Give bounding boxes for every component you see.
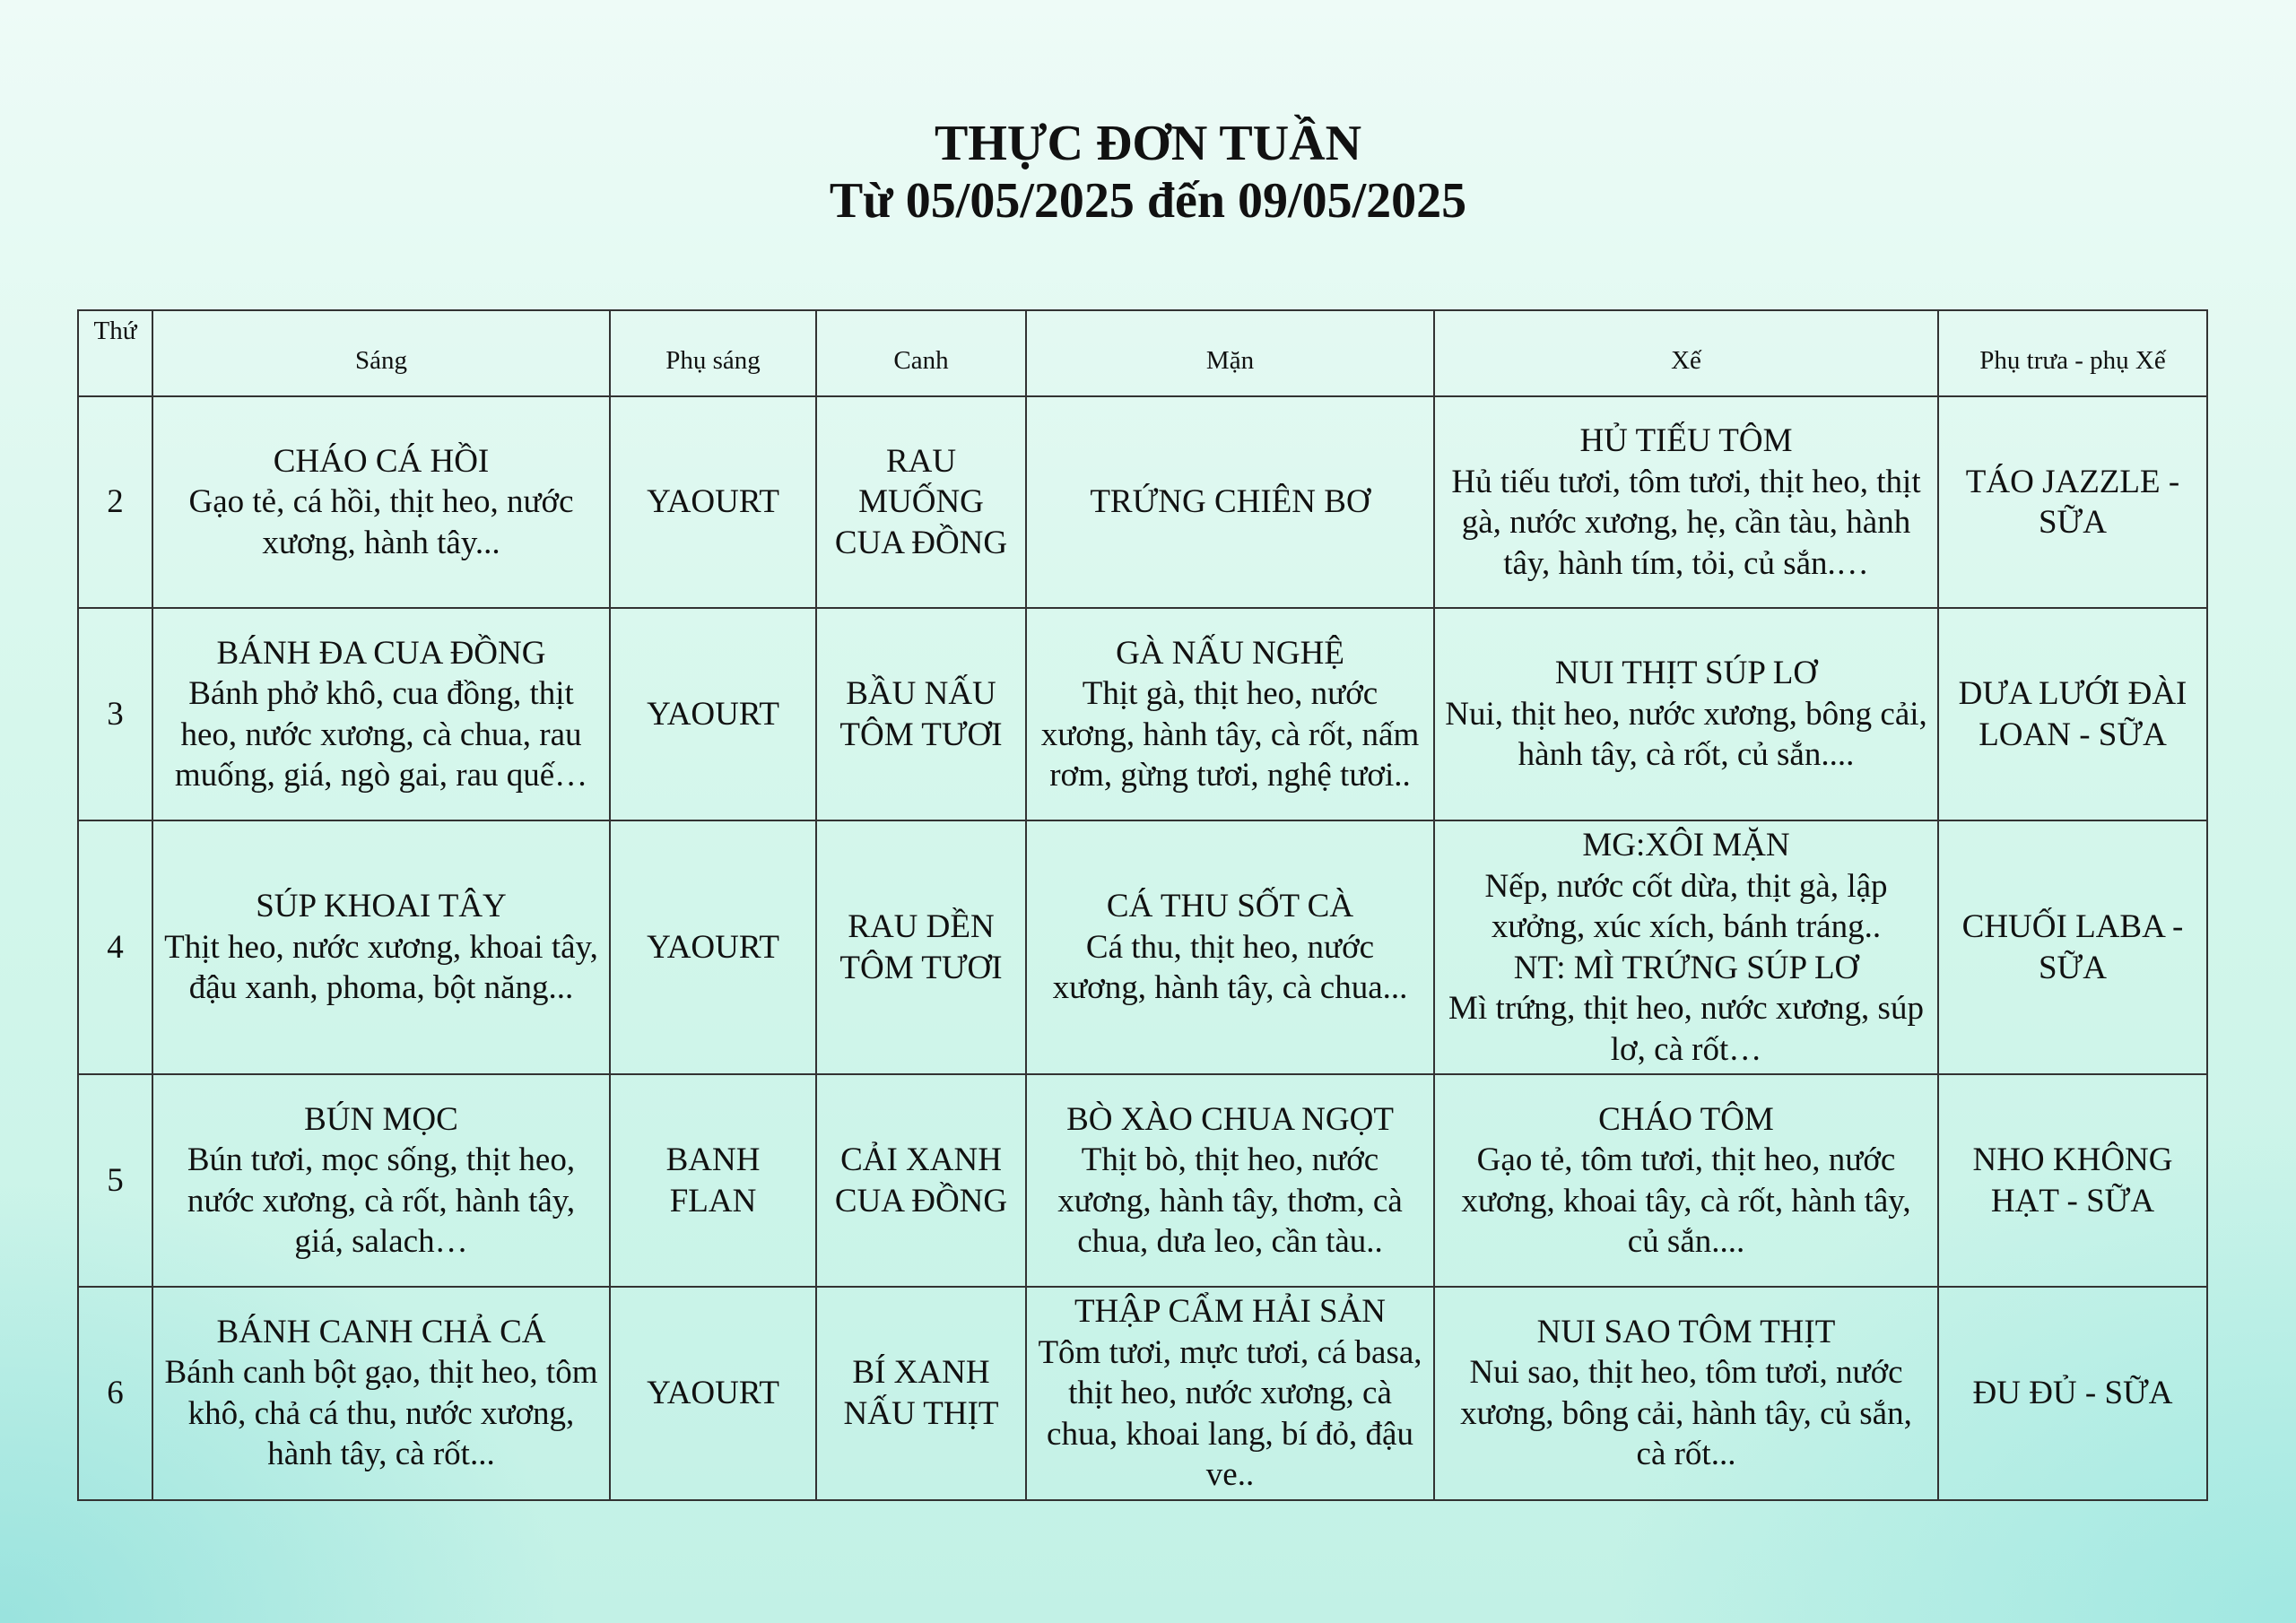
dish-name: SÚP KHOAI TÂY bbox=[256, 888, 507, 925]
man-cell bbox=[1026, 1074, 1434, 1287]
table-row bbox=[78, 1074, 2207, 1287]
header-phu-sang: Phụ sáng bbox=[610, 310, 816, 396]
table-row bbox=[78, 608, 2207, 820]
dish-name: THẬP CẨM HẢI SẢN bbox=[1074, 1293, 1387, 1330]
canh-cell: BÍ XANH NẤU THỊT bbox=[816, 1287, 1026, 1500]
sang-cell bbox=[152, 396, 610, 608]
xe-cell bbox=[1434, 820, 1938, 1074]
title-block bbox=[0, 115, 2296, 230]
dish-name: CHÁO CÁ HỒI bbox=[273, 442, 490, 480]
dish-ingredients: Nui, thịt heo, nước xương, bông cải, hành tây, cà rốt, củ sắn.... bbox=[1445, 695, 1927, 774]
sang-cell bbox=[152, 1074, 610, 1287]
canh-cell: CẢI XANH CUA ĐỒNG bbox=[816, 1074, 1026, 1287]
canh-cell: RAU DỀN TÔM TƯƠI bbox=[816, 820, 1026, 1074]
xe-cell bbox=[1434, 1287, 1938, 1500]
dish-name: BÒ XÀO CHUA NGỌT bbox=[1066, 1100, 1394, 1138]
canh-cell: BẦU NẤU TÔM TƯƠI bbox=[816, 608, 1026, 820]
dish-name: TRỨNG CHIÊN BƠ bbox=[1090, 483, 1370, 521]
header-xe: Xế bbox=[1434, 310, 1938, 396]
dish-ingredients: Bún tươi, mọc sống, thịt heo, nước xương, cà rốt, hành tây, giá, salach… bbox=[187, 1141, 576, 1260]
dish-ingredients: Cá thu, thịt heo, nước xương, hành tây, cà chua... bbox=[1052, 928, 1408, 1007]
dish-ingredients: Nếp, nước cốt dừa, thịt gà, lập xưởng, xúc xích, bánh tráng.. bbox=[1484, 867, 1888, 945]
table-row bbox=[78, 820, 2207, 1074]
phu-sang-cell: YAOURT bbox=[610, 820, 816, 1074]
day-cell: 3 bbox=[78, 608, 152, 820]
dish-name: HỦ TIẾU TÔM bbox=[1579, 422, 1793, 459]
day-cell: 5 bbox=[78, 1074, 152, 1287]
dish-name: NUI THỊT SÚP LƠ bbox=[1554, 655, 1818, 692]
dish-name: MG:XÔI MẶN bbox=[1582, 827, 1790, 864]
header-day: Thứ bbox=[78, 310, 152, 396]
xe-cell bbox=[1434, 1074, 1938, 1287]
day-cell: 4 bbox=[78, 820, 152, 1074]
phu-cell: ĐU ĐỦ - SỮA bbox=[1938, 1287, 2207, 1500]
man-cell bbox=[1026, 820, 1434, 1074]
phu-sang-cell: YAOURT bbox=[610, 396, 816, 608]
header-man: Mặn bbox=[1026, 310, 1434, 396]
man-cell bbox=[1026, 396, 1434, 608]
dish-ingredients: Nui sao, thịt heo, tôm tươi, nước xương, bông cải, hành tây, củ sắn, cà rốt... bbox=[1460, 1354, 1912, 1473]
header-phu-trua-phu-xe: Phụ trưa - phụ Xế bbox=[1938, 310, 2207, 396]
sang-cell bbox=[152, 608, 610, 820]
dish-ingredients: Tôm tươi, mực tươi, cá basa, thịt heo, nước xương, cà chua, khoai lang, bí đỏ, đậu ve.. bbox=[1038, 1333, 1422, 1493]
phu-sang-cell: YAOURT bbox=[610, 1287, 816, 1500]
header-canh: Canh bbox=[816, 310, 1026, 396]
xe-cell bbox=[1434, 608, 1938, 820]
dish-ingredients: Bánh phở khô, cua đồng, thịt heo, nước xương, cà chua, rau muống, giá, ngò gai, rau quế… bbox=[174, 675, 588, 794]
dish-ingredients: Gạo tẻ, cá hồi, thịt heo, nước xương, hành tây... bbox=[188, 483, 574, 561]
man-cell bbox=[1026, 1287, 1434, 1500]
man-cell bbox=[1026, 608, 1434, 820]
day-cell: 2 bbox=[78, 396, 152, 608]
dish-ingredients: Bánh canh bột gạo, thịt heo, tôm khô, chả cá thu, nước xương, hành tây, cà rốt... bbox=[164, 1354, 598, 1473]
dish-ingredients: Thịt heo, nước xương, khoai tây, đậu xanh, phoma, bột năng... bbox=[164, 928, 598, 1007]
page-title: THỰC ĐƠN TUẦN bbox=[934, 116, 1362, 171]
dish-name: BÚN MỌC bbox=[304, 1100, 458, 1138]
xe-cell bbox=[1434, 396, 1938, 608]
dish-name: BÁNH CANH CHẢ CÁ bbox=[216, 1313, 546, 1350]
header-sang: Sáng bbox=[152, 310, 610, 396]
dish-name: BÁNH ĐA CUA ĐỒNG bbox=[216, 634, 546, 672]
dish-name: CHÁO TÔM bbox=[1598, 1100, 1774, 1138]
date-range: Từ 05/05/2025 đến 09/05/2025 bbox=[829, 173, 1467, 229]
dish-ingredients: Thịt gà, thịt heo, nước xương, hành tây, cà rốt, nấm rơm, gừng tươi, nghệ tươi.. bbox=[1040, 675, 1420, 794]
sang-cell bbox=[152, 1287, 610, 1500]
canh-cell: RAU MUỐNG CUA ĐỒNG bbox=[816, 396, 1026, 608]
table-row bbox=[78, 396, 2207, 608]
phu-sang-cell: BANH FLAN bbox=[610, 1074, 816, 1287]
dish-ingredients: Gạo tẻ, tôm tươi, thịt heo, nước xương, khoai tây, cà rốt, hành tây, củ sắn.... bbox=[1461, 1141, 1911, 1260]
dish-name: GÀ NẤU NGHỆ bbox=[1116, 634, 1344, 672]
dish-ingredients: Thịt bò, thịt heo, nước xương, hành tây, thơm, cà chua, dưa leo, cần tàu.. bbox=[1057, 1141, 1403, 1260]
phu-cell: CHUỐI LABA - SỮA bbox=[1938, 820, 2207, 1074]
dish-ingredients-secondary: Mì trứng, thịt heo, nước xương, súp lơ, cà rốt… bbox=[1448, 990, 1924, 1068]
weekly-menu-table bbox=[77, 309, 2208, 1501]
dish-name: NUI SAO TÔM THỊT bbox=[1536, 1313, 1836, 1350]
header-row bbox=[78, 310, 2207, 396]
phu-sang-cell: YAOURT bbox=[610, 608, 816, 820]
phu-cell: TÁO JAZZLE - SỮA bbox=[1938, 396, 2207, 608]
dish-name: CÁ THU SỐT CÀ bbox=[1106, 888, 1354, 925]
phu-cell: NHO KHÔNG HẠT - SỮA bbox=[1938, 1074, 2207, 1287]
sang-cell bbox=[152, 820, 610, 1074]
phu-cell: DƯA LƯỚI ĐÀI LOAN - SỮA bbox=[1938, 608, 2207, 820]
dish-name-secondary: NT: MÌ TRỨNG SÚP LƠ bbox=[1513, 949, 1859, 986]
table-row bbox=[78, 1287, 2207, 1500]
day-cell: 6 bbox=[78, 1287, 152, 1500]
dish-ingredients: Hủ tiếu tươi, tôm tươi, thịt heo, thịt gà, nước xương, hẹ, cần tàu, hành tây, hành tím, tỏi, củ sắn.… bbox=[1451, 463, 1921, 582]
